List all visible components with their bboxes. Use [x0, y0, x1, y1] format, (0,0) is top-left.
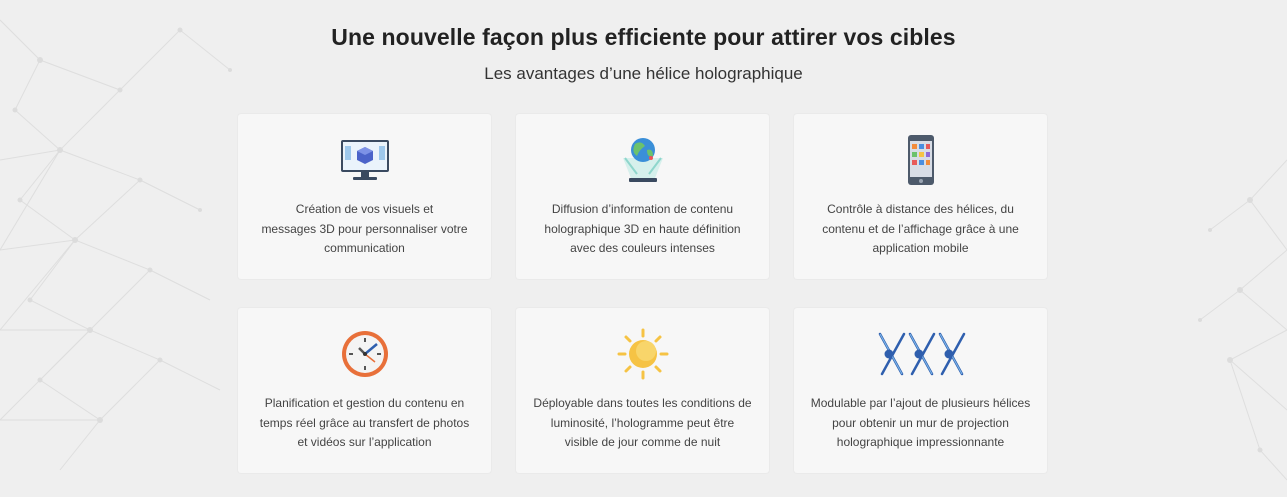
- hologram-globe-icon: [516, 132, 769, 188]
- card-text-line: Planification et gestion du contenu en: [264, 396, 465, 410]
- card-text-line: luminosité, l’hologramme peut être: [550, 415, 735, 430]
- propellers-icon: [794, 326, 1047, 382]
- feature-card-remote-control: [794, 114, 1047, 279]
- monitor-3d-icon: [238, 132, 491, 188]
- card-text-line: messages 3D pour personnaliser votre: [261, 221, 468, 236]
- card-text-line: contenu et de l’affichage grâce à une: [822, 221, 1019, 236]
- feature-card-brightness: [516, 308, 769, 473]
- card-text-line: Diffusion d’information de contenu: [551, 202, 734, 216]
- card-text-line: Modulable par l’ajout de plusieurs hélices: [810, 396, 1031, 410]
- card-text-line: Déployable dans toutes les conditions de: [533, 396, 752, 410]
- card-text-line: holographique impressionnante: [836, 435, 1005, 449]
- section-title: Une nouvelle façon plus efficiente pour attirer vos cibles: [331, 24, 956, 50]
- card-text-line: visible de jour comme de nuit: [564, 435, 721, 449]
- feature-card-visuals: [238, 114, 491, 279]
- feature-card-modular: [794, 308, 1047, 473]
- sun-icon: [516, 326, 769, 382]
- card-text-line: pour obtenir un mur de projection: [832, 415, 1009, 430]
- card-text-line: communication: [324, 241, 405, 255]
- feature-card-planning: [238, 308, 491, 473]
- card-text-line: application mobile: [872, 241, 969, 255]
- section-subtitle: Les avantages d’une hélice holographique: [484, 64, 803, 83]
- feature-card-diffusion: [516, 114, 769, 279]
- card-text-line: Création de vos visuels et: [295, 202, 434, 216]
- card-text-line: Contrôle à distance des hélices, du: [827, 202, 1014, 216]
- card-text-line: et vidéos sur l’application: [297, 435, 432, 449]
- card-text-line: temps réel grâce au transfert de photos: [259, 415, 470, 430]
- smartphone-icon: [794, 132, 1047, 188]
- card-text-line: avec des couleurs intenses: [570, 241, 715, 255]
- card-text-line: holographique 3D en haute définition: [544, 221, 741, 236]
- clock-icon: [238, 326, 491, 382]
